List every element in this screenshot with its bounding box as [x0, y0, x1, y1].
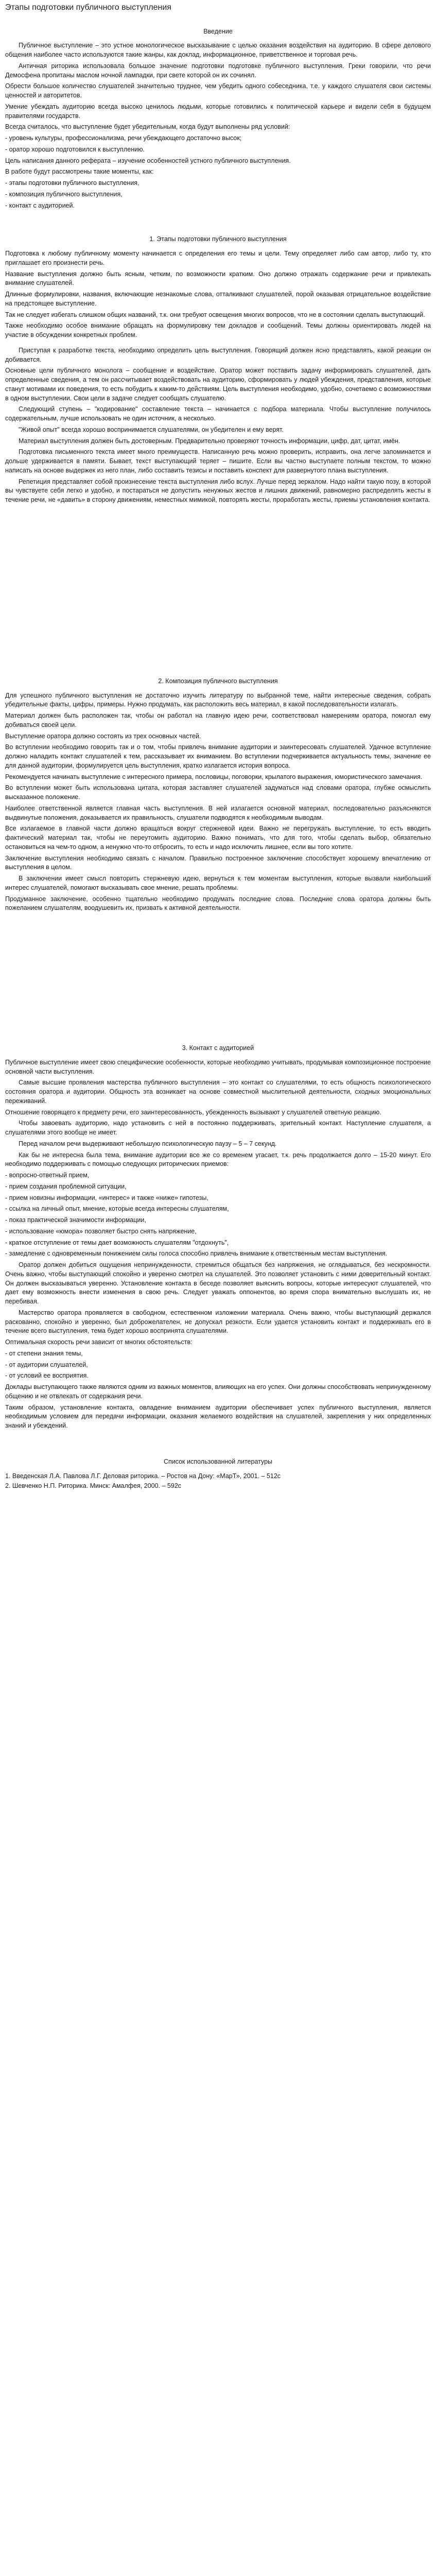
- section-3-paragraph: Самые высшие проявления мастерства публичного выступления – это контакт со слушателями, то есть общность психологического состояния оратора и аудитории. Общность эта возникает на основе совместной мыслительной деятельности, сходных эмоциональных переживаний.: [5, 1079, 431, 1105]
- spacer: [5, 1433, 431, 1458]
- topic-item: - контакт с аудиторией.: [5, 201, 75, 209]
- intro-paragraph: Всегда считалось, что выступление будет убедительным, когда будут выполнены ряд условий:: [5, 123, 290, 131]
- device-item: - краткое отступление от темы дает возможность слушателям "отдохнуть",: [5, 1239, 229, 1246]
- spacer: [5, 507, 431, 677]
- spacer: [5, 915, 431, 1044]
- speed-factor-item: - от аудитории слушателей,: [5, 1361, 88, 1368]
- references-section: [5, 1458, 431, 1491]
- section-3-paragraph: Перед началом речи выдерживают небольшую психологическую паузу – 5 – 7 секунд.: [19, 1140, 277, 1147]
- section-2-paragraph: Все излагаемое в главной части должно вращаться вокруг стержневой идеи. Важно не перегружать выступление, то есть вводить фактический материал так, чтобы не переутомить аудиторию. Важно понимать, что для того, чтобы сделать выбор, обязательно остановиться на чем-то одном, а ненужно что-то отбросить, то есть и надо исключить лишнее, если вы того хотите.: [5, 825, 431, 851]
- section-1-paragraph: Репетиция представляет собой произнесение текста выступления либо вслух. Лучше перед зеркалом. Надо найти такую позу, в которой вы чувствуете себя легко и удобно, и постараться не допустить ненужных жестов и лишних движений, равномерно распределять жесты в течение речи, не «давить» в сторону движениям, неместных мимикой, повторять жесты, проработать жесты, приемы установления контакта.: [5, 478, 431, 504]
- spacer: [5, 212, 431, 235]
- section-3-paragraph: Оратор должен добиться ощущения непринужденности, стремиться общаться без напряжения, не оглядываться, без нескромности. Очень важно, чтобы выступающий спокойно и уверенно смотрел на слушателей. Это позволяет установить с ними доверительный контакт. Он должен высказываться уверенно. Установление контакта в беседе позволяет выяснить вопросы, которые интересуют слушателей, что дает ему возможность внести изменения в свою речь. Следует уважать оппонентов, во время спора внимательно выслушать их, не перебивая.: [5, 1261, 431, 1306]
- section-2-paragraph: Во вступлении может быть использована цитата, которая заставляет слушателей задуматься над словами оратора, глубже осмыслить высказанное положение.: [5, 784, 431, 801]
- section-1: [5, 235, 431, 505]
- section-2-paragraph: Наиболее ответственной является главная часть выступления. В ней излагается основной материал, последовательно разъясняются выдвинутые положения, доказывается их правильность, слушатели подводятся к необходимым выводам.: [5, 804, 431, 821]
- intro-paragraph: Умение убеждать аудиторию всегда высоко ценилось людьми, которые готовились к политической карьере и видели себя в будущем правителями государств.: [5, 103, 431, 120]
- condition-item: - оратор хорошо подготовился к выступлению.: [5, 145, 145, 153]
- condition-item: - уровень культуры, профессионализма, речи убеждающего достаточно высок;: [5, 134, 242, 142]
- intro-heading: Введение: [203, 27, 233, 35]
- section-1-paragraph: Основные цели публичного монолога – сообщение и воздействие. Оратор может поставить задачу информировать слушателей, дать определенные сведения, а тем он рассчитывает воздействовать на аудиторию, сформировать у людей убеждения, представления, которые станут мотивами их поведения, то есть побудить к каким-то действиям. Цель выступления необходимо, удобно, сочетаемо с возможностями в одном выступлении. Свои цели в задаче следует сообщать слушателю.: [5, 367, 431, 402]
- device-item: - прием новизны информации, «интерес» и также «ниже» гипотезы,: [5, 1194, 208, 1201]
- section-3: [5, 1044, 431, 1431]
- section-2-paragraph: Продуманное заключение, особенно тщательно необходимо продумать последние слова. Последние слова оратора должны быть пожеланием слушателям, воодушевить их, призвать к активной деятельности.: [5, 895, 431, 912]
- topic-item: - композиция публичного выступления,: [5, 190, 123, 198]
- section-3-paragraph: Таким образом, установление контакта, овладение вниманием аудитории обеспечивает успех публичного выступления, является необходимым условием для передачи информации, оказания желаемого воздействия на слушателей, закрепления у них определенных знаний и убеждений.: [5, 1403, 431, 1430]
- topic-item: - этапы подготовки публичного выступления,: [5, 179, 139, 187]
- reference-item: 1. Введенская Л.А. Павлова Л.Г. Деловая риторика. – Ростов на Дону: «МарТ», 2001. – 512с: [5, 1472, 281, 1480]
- references-heading: Список использованной литературы: [163, 1458, 273, 1465]
- device-item: - использование «юмора» позволяет быстро снять напряжение,: [5, 1227, 197, 1235]
- section-2-paragraph: Рекомендуется начинать выступление с интересного примера, пословицы, поговорки, крылатого выражения, юмористического замечания.: [5, 773, 423, 781]
- section-1-paragraph: Длинные формулировки, названия, включающие незнакомые слова, отталкивают слушателей, порой оказывая отрицательное воздействие на предстоящее выступление.: [5, 291, 431, 307]
- section-2-paragraph: В заключении имеет смысл повторить стержневую идею, вернуться к тем моментам выступления, которые вызвали наибольший интерес слушателей, помогают высказывать свое мнение, решать проблемы.: [5, 875, 431, 891]
- section-1-paragraph: "Живой опыт" всегда хорошо воспринимается слушателями, он убедителен и ему верят.: [19, 426, 284, 433]
- section-2-paragraph: Материал должен быть расположен так, чтобы он работал на главную идею речи, соответствовал намерениям оратора, помогал ему добиваться своей цели.: [5, 712, 431, 728]
- section-3-paragraph: Оптимальная скорость речи зависит от многих обстоятельств:: [5, 1338, 193, 1346]
- reference-item: 2. Шевченко Н.П. Риторика. Минск: Амалфея, 2000. – 592с: [5, 1482, 182, 1490]
- device-item: - показ практической значимости информации,: [5, 1216, 146, 1224]
- intro-paragraph: Античная риторика использовала большое значение подготовки подготовке публичного выступления. Греки говорили, что речи Демосфена пропитаны маслом ночной лампадки, при свете которой он их сочинял.: [5, 62, 431, 79]
- intro-paragraph: В работе будут рассмотрены такие моменты, как:: [5, 168, 154, 176]
- speed-factor-item: - от условий ее восприятия.: [5, 1372, 89, 1380]
- section-3-paragraph: Отношение говорящего к предмету речи, его заинтересованность, убежденность вызывают у слушателей ответную реакцию.: [5, 1108, 381, 1116]
- section-1-paragraph: Подготовка письменного текста имеет много преимуществ. Написанную речь можно проверить, исправить, она легче запоминается и дольше удерживается в памяти. Бывает, текст выступающий теряет – пишите. Если вы частно выступаете полным текстом, то можно написать на основе выдержек из него план, либо составить тезисы и поставить конспект для развернутого плана выступления.: [5, 448, 431, 474]
- section-2-paragraph: Выступление оратора должно состоять из трех основных частей.: [5, 732, 201, 740]
- section-1-paragraph: Материал выступления должен быть достоверным. Предварительно проверяют точность информации, цифр, дат, цитат, имён.: [19, 437, 400, 445]
- document-title: Этапы подготовки публичного выступления: [5, 3, 171, 12]
- section-2-paragraph: Во вступлении необходимо говорить так и о том, чтобы привлечь внимание аудитории и заинтересовать слушателей. Удачное вступление должно наладить контакт слушателей к тем, рассказывает их вниманием. Во вступлении подчеркивается актуальность темы, значение ее для данной аудитории, формулируется цель выступления, кратко излагается история вопроса.: [5, 743, 431, 769]
- section-1-heading: 1. Этапы подготовки публичного выступления: [149, 235, 287, 243]
- section-2-heading: 2. Композиция публичного выступления: [158, 677, 278, 685]
- section-2-paragraph: Для успешного публичного выступления не достаточно изучить литературу по выбранной теме, найти интересные сведения, собрать убедительные факты, цифры, примеры. Нужно продумать, как расположить весь материал, в какой последовательности излагать.: [5, 691, 431, 708]
- section-1-paragraph: Также необходимо особое внимание обращать на формулировку тем докладов и сообщений. Темы должны ориентировать людей на участие в обсуждении конкретных проблем.: [5, 322, 431, 339]
- section-1-paragraph: Следующий ступень – "кодирование" составление текста – начинается с подбора материала. Чтобы выступление получилось содержательным, лучше использовать не один источник, а несколько.: [5, 405, 431, 422]
- intro-section: [5, 27, 431, 211]
- intro-paragraph: Публичное выступление – это устное монологическое высказывание с целью оказания воздействия на аудиторию. В сфере делового общения наиболее часто используются такие жанры, как доклад, информационное, приветственное и торговая речь.: [5, 42, 431, 59]
- device-item: - вопросно-ответный прием,: [5, 1172, 90, 1179]
- section-3-paragraph: Мастерство оратора проявляется в свободном, естественном изложении материала. Очень важно, чтобы выступающий держался раскованно, спокойно и уверенно, был доброжелателен, не допускал резкости. Если удается установить контакт и поддерживать его в течение всего выступления, тема будет хорошо воспринята слушателями.: [5, 1309, 431, 1335]
- references-list: [5, 1472, 431, 1492]
- section-3-paragraph: Публичное выступление имеет свою специфические особенности, которые необходимо учитывать, продумывая композиционное построение основной части выступления.: [5, 1058, 431, 1075]
- section-1-paragraph: Так не следует избегать слишком общих названий, т.к. они требуют освещения многих вопросов, что не в состоянии сделать выступающий.: [5, 311, 425, 318]
- section-1-paragraph: Приступая к разработке текста, необходимо определить цель выступления. Говорящий должен ясно представлять, какой реакции он добивается.: [5, 346, 431, 363]
- speed-factor-item: - от степени знания темы,: [5, 1349, 83, 1357]
- intro-paragraph: Цель написания данного реферата – изучение особенностей устного публичного выступления.: [5, 157, 291, 164]
- section-2-paragraph: Заключение выступления необходимо связать с началом. Правильно построенное заключение способствует хорошему впечатлению от выступления в целом.: [5, 854, 431, 871]
- section-3-paragraph: Как бы не интересна была тема, внимание аудитории все же со временем угасает, т.к. речь продолжается долго – 15-20 минут. Его необходимо поддерживать с помощью следующих риторических приемов:: [5, 1151, 431, 1168]
- device-item: - замедление с одновременным понижением силы голоса способно привлечь внимание к ответственным местам выступления.: [5, 1250, 388, 1258]
- section-1-paragraph: Подготовка к любому публичному моменту начинается с определения его темы и цели. Тему определяет либо сам автор, либо ту, кто приглашает его произнести речь.: [5, 250, 431, 266]
- section-3-paragraph: Чтобы завоевать аудиторию, надо установить с ней в постоянно поддерживать, зрительный контакт. Наступление слушателя, а слушателями этого вообще не имеет.: [5, 1120, 431, 1137]
- device-item: - ссылка на личный опыт, мнение, которые всегда интересны слушателям,: [5, 1205, 229, 1213]
- section-1-paragraph: Название выступления должно быть ясным, четким, по возможности кратким. Оно должно отражать содержание речи и привлекать внимание слушателей.: [5, 270, 431, 287]
- section-3-paragraph: Доклады выступающего также являются одним из важных моментов, влияющих на его успех. Они должны способствовать непринужденному общению и не отвлекать от содержания речи.: [5, 1383, 431, 1400]
- section-3-heading: 3. Контакт с аудиторией: [182, 1044, 254, 1052]
- intro-paragraph: Обрести большое количество слушателей значительно труднее, чем убедить одного собеседника, т.е. у каждого слушателя свои системы ценностей и авторитетов.: [5, 82, 431, 99]
- section-2: [5, 677, 431, 913]
- device-item: - прием создания проблемной ситуации,: [5, 1182, 127, 1190]
